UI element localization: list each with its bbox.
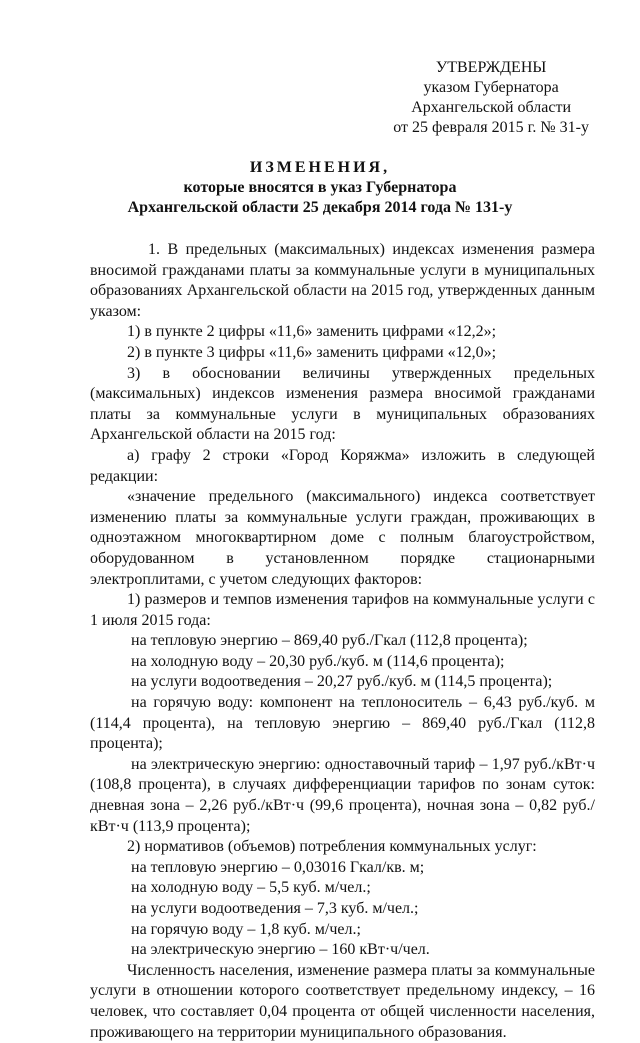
document-body: [90, 240, 595, 1043]
paragraph-10: на услуги водоотведения – 20,27 руб./куб. м (114,5 процента);: [131, 673, 553, 691]
paragraph-5: а) графу 2 строки «Город Коряжма» изложить в следующей редакции:: [90, 446, 595, 485]
paragraph-14: на тепловую энергию – 0,03016 Гкал/кв. м;: [131, 858, 425, 876]
title-line-1: ИЗМЕНЕНИЯ,: [249, 159, 391, 176]
paragraph-8: на тепловую энергию – 869,40 руб./Гкал (112,8 процента);: [131, 632, 528, 650]
paragraph-13: 2) нормативов (объемов) потребления коммунальных услуг:: [127, 838, 537, 856]
paragraph-11: на горячую воду: компонент на теплоноситель – 6,43 руб./куб. м (114,4 процента), на тепловую энергию – 869,40 руб./Гкал (112,8 процента);: [90, 694, 595, 753]
paragraph-12: на электрическую энергию: одноставочный тариф – 1,97 руб./кВт·ч (108,8 процента), в случаях дифференциации тарифов по зонам суток: дневная зона – 2,26 руб./кВт·ч (99,6 процента), ночная зона – 0,82 руб./кВт·ч (113,9 процента);: [90, 755, 595, 835]
paragraph-17: на горячую воду – 1,8 куб. м/чел.;: [131, 920, 361, 938]
approval-line-1: УТВЕРЖДЕНЫ: [435, 59, 547, 76]
approval-line-4: от 25 февраля 2015 г. № 31-у: [393, 119, 589, 136]
paragraph-9: на холодную воду – 20,30 руб./куб. м (114,6 процента);: [131, 652, 505, 670]
paragraph-1: 1. В предельных (максимальных) индексах изменения размера вносимой гражданами платы за коммунальные услуги в муниципальных образованиях Архангельской области на 2015 год, утвержденных данным указом:: [90, 241, 595, 320]
paragraph-2: 1) в пункте 2 цифры «11,6» заменить цифрами «12,2»;: [127, 323, 497, 341]
approval-line-2: указом Губернатора: [423, 79, 559, 96]
approval-line-3: Архангельской области: [411, 99, 572, 116]
title-line-3: Архангельской области 25 декабря 2014 года № 131-у: [127, 199, 513, 216]
paragraph-4: 3) в обосновании величины утвержденных предельных (максимальных) индексов изменения размера вносимой гражданами платы за коммунальные услуги в муниципальных образованиях Архангельской области на 2015 год:: [90, 364, 595, 444]
title-line-2: которые вносятся в указ Губернатора: [183, 179, 457, 196]
paragraph-19: Численность населения, изменение размера платы за коммунальные услуги в отношении которого соответствует предельному индексу, – 16 человек, что составляет 0,04 процента от общей численности населения, проживающего на территории муниципального образования.: [90, 961, 595, 1041]
paragraph-7: 1) размеров и темпов изменения тарифов на коммунальные услуги с 1 июля 2015 года:: [90, 591, 595, 629]
paragraph-18: на электрическую энергию – 160 кВт·ч/чел.: [131, 941, 430, 959]
paragraph-6: «значение предельного (максимального) индекса соответствует изменению платы за коммунальные услуги граждан, проживающих в одноэтажном многоквартирном доме с полным благоустройством, оборудованном в установленном порядке стационарными электроплитами, с учетом следующих факторов:: [90, 488, 595, 588]
paragraph-16: на услуги водоотведения – 7,3 куб. м/чел.;: [131, 900, 419, 917]
paragraph-15: на холодную воду – 5,5 куб. м/чел.;: [131, 879, 371, 897]
document-title: [0, 158, 640, 218]
paragraph-3: 2) в пункте 3 цифры «11,6» заменить цифрами «12,0»;: [127, 343, 497, 361]
approval-stamp: [393, 58, 589, 138]
